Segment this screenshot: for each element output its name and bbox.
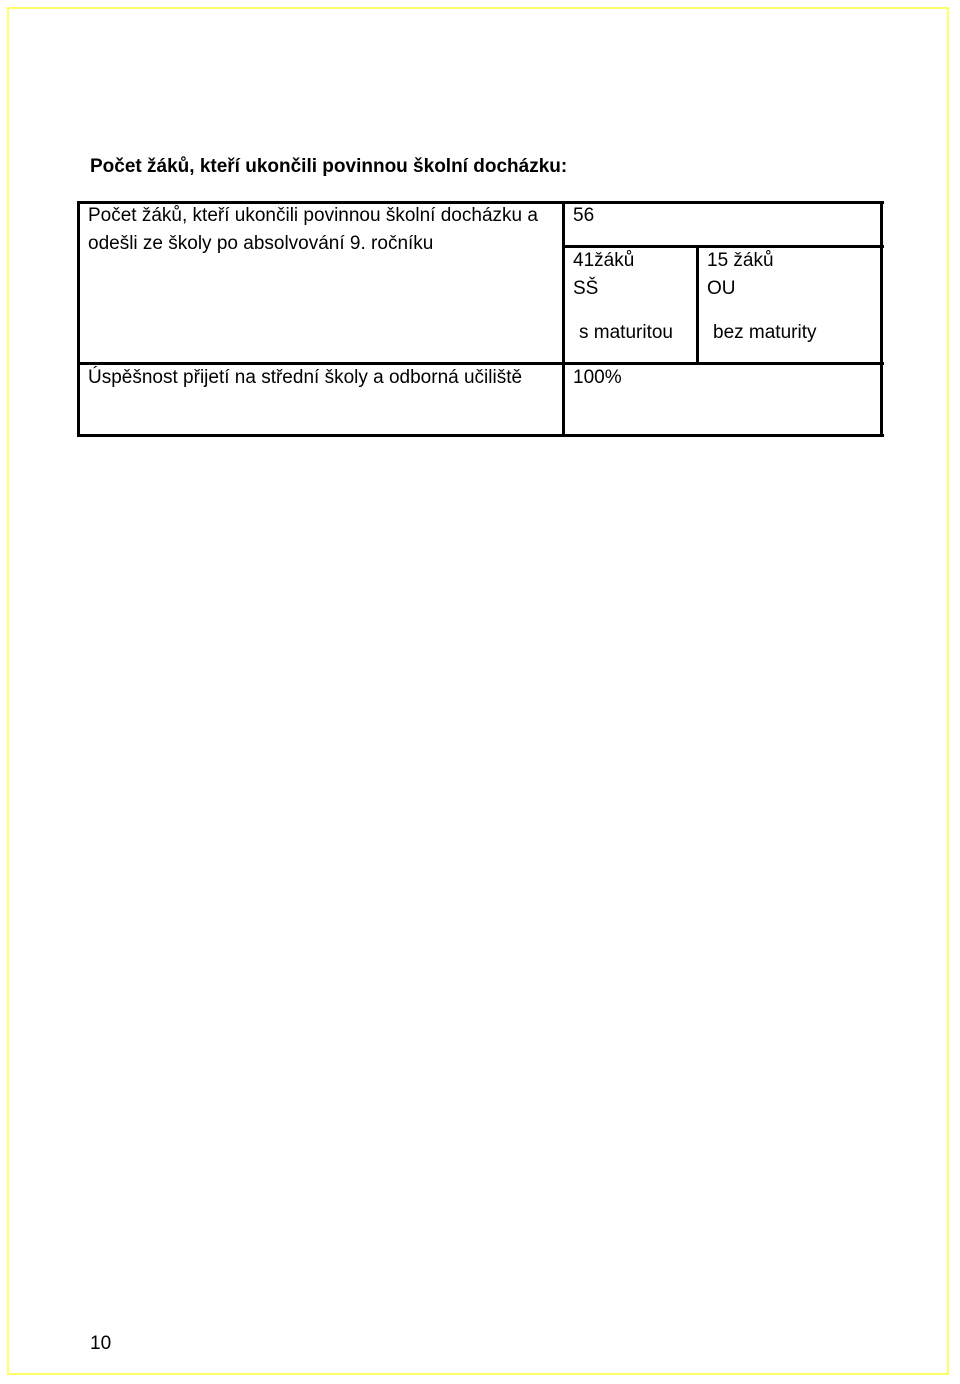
ou-note: bez maturity — [713, 322, 817, 343]
total-students: 56 — [573, 205, 595, 226]
ou-school-type: OU — [707, 278, 736, 299]
table-border-bottom — [77, 434, 884, 437]
ou-student-count: 15 žáků — [707, 250, 774, 271]
table-border-left — [77, 201, 80, 437]
table-column-divider — [562, 201, 565, 437]
success-rate: 100% — [573, 367, 622, 388]
table-border-right — [880, 201, 883, 437]
row2-label: Úspěšnost přijetí na střední školy a odborná učiliště — [88, 367, 523, 388]
section-heading: Počet žáků, kteří ukončili povinnou školní docházku: — [90, 156, 568, 177]
ss-note: s maturitou — [579, 322, 673, 343]
table-inner-column-divider — [696, 245, 699, 365]
page-number: 10 — [90, 1333, 112, 1354]
row1-label: Počet žáků, kteří ukončili povinnou školní docházku a odešli ze školy po absolvování 9. ročníku — [88, 205, 538, 254]
ss-student-count: 41žáků — [573, 250, 635, 271]
ss-school-type: SŠ — [573, 278, 599, 299]
